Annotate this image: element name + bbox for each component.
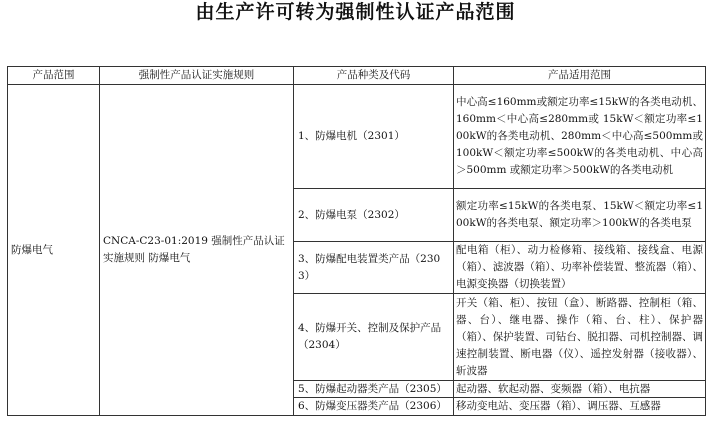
table-header-row bbox=[8, 67, 706, 85]
application-scope-cell: 起动器、软起动器、变频器（箱）、电抗器 bbox=[454, 381, 706, 398]
application-scope-cell: 额定功率≤15kW的各类电泵、15kW＜额定功率≤100kW的各类电泵、额定功率＞100kW的各类电泵 bbox=[454, 189, 706, 242]
application-scope-cell: 中心高≤160mm或额定功率≤15kW的各类电动机、160mm＜中心高≤280mm或 15kW＜额定功率≤100kW的各类电动机、280mm＜中心高≤500mm或 100kW＜额定功率≤500kW的各类电动机、中心高＞500mm 或额定功率＞500kW的各类电动机 bbox=[454, 85, 706, 189]
document-title: 由生产许可转为强制性认证产品范围 bbox=[195, 1, 516, 23]
header-application-scope: 产品适用范围 bbox=[454, 67, 706, 85]
application-scope-cell: 开关（箱、柜）、按钮（盒）、断路器、控制柜（箱、器、台）、继电器、操作（箱、台、柱）、保护器（箱）、保护装置、司钻台、脱扣器、司机控制器、调速控制装置、断电器（仪）、遥控发射器（接收器）、斩波器 bbox=[454, 294, 706, 381]
implementation-rule-cell: CNCA-C23-01:2019 强制性产品认证实施规则 防爆电气 bbox=[100, 85, 294, 416]
product-category-cell: 4、防爆开关、控制及保护产品（2304） bbox=[294, 294, 454, 381]
certification-scope-table bbox=[7, 66, 706, 416]
application-scope-cell: 配电箱（柜）、动力检修箱、接线箱、接线盒、电源（箱）、滤波器（箱）、功率补偿装置、整流器（箱）、电源变换器（切换装置） bbox=[454, 242, 706, 294]
header-product-category-code: 产品种类及代码 bbox=[294, 67, 454, 85]
header-product-scope: 产品范围 bbox=[8, 67, 100, 85]
product-category-cell: 3、防爆配电装置类产品（2303） bbox=[294, 242, 454, 294]
product-category-cell: 2、防爆电泵（2302） bbox=[294, 189, 454, 242]
product-category-cell: 5、防爆起动器类产品（2305） bbox=[294, 381, 454, 398]
table-row bbox=[8, 85, 706, 189]
product-category-cell: 6、防爆变压器类产品（2306） bbox=[294, 398, 454, 416]
application-scope-cell: 移动变电站、变压器（箱）、调压器、互感器 bbox=[454, 398, 706, 416]
header-implementation-rule: 强制性产品认证实施规则 bbox=[100, 67, 294, 85]
product-category-cell: 1、防爆电机（2301） bbox=[294, 85, 454, 189]
product-scope-cell: 防爆电气 bbox=[8, 85, 100, 416]
